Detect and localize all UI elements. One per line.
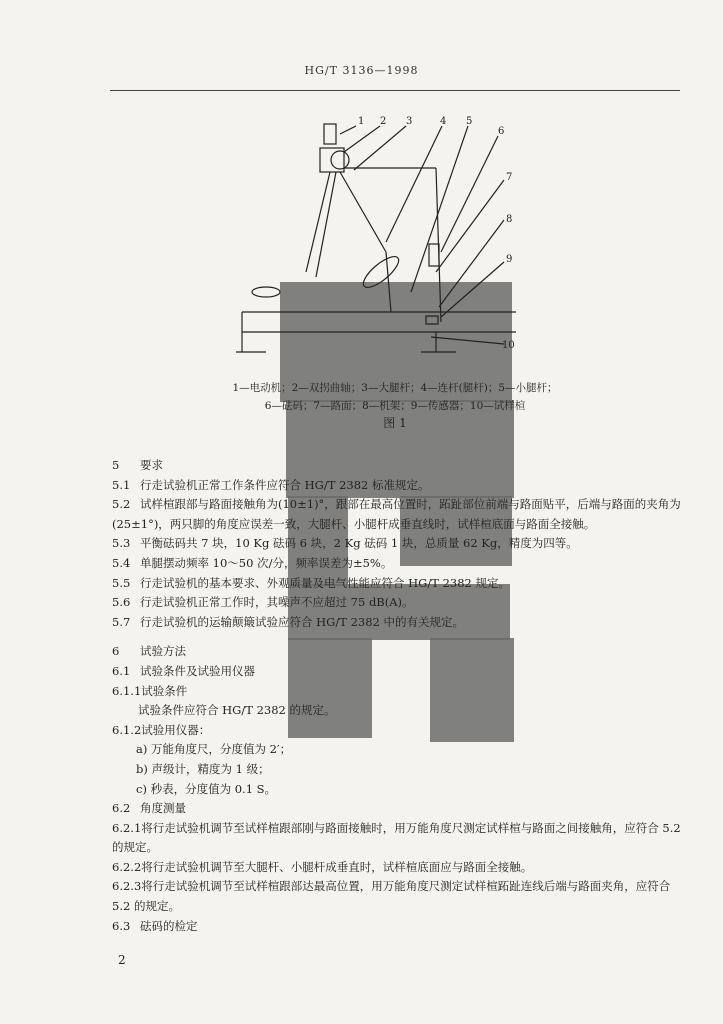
- part-label: 9: [506, 254, 513, 265]
- clause: 5.2 试样楦跟部与路面接触角为(10±1)°，跟部在最高位置时，跖趾部位前端与路面贴平，后端与路面的夹角为(25±1°)，两只脚的角度应误差一致，大腿杆、小腿杆成垂直线时，试样楦底面与路面全接触。: [112, 497, 681, 531]
- part-label: 8: [506, 214, 513, 225]
- section-heading: 6 试验方法: [112, 644, 186, 659]
- clause: 5.4 单腿摆动频率 10～50 次/分，频率误差为±5%。: [112, 555, 393, 570]
- section-heading: 5 要求: [112, 458, 163, 472]
- part-label: 4: [440, 116, 447, 127]
- part-label: 10: [502, 340, 515, 351]
- walking-tester-diagram: [236, 112, 526, 372]
- clause: 6.3 砝码的检定: [112, 918, 198, 933]
- figure-title: 图 1: [383, 416, 407, 430]
- header-rule: [110, 90, 680, 91]
- clause: 5.3 平衡砝码共 7 块，10 Kg 砝码 6 块，2 Kg 砝码 1 块，总质量 62 Kg，精度为四等。: [112, 536, 578, 551]
- standard-header: HG/T 3136—1998: [304, 64, 419, 77]
- clause: 6.1.2试验用仪器：: [112, 722, 211, 737]
- clause-body: 试验条件应符合 HG/T 2382 的规定。: [138, 703, 336, 718]
- clause: 5.7 行走试验机的运输颠簸试验应符合 HG/T 2382 中的有关规定。: [112, 614, 464, 629]
- clause: 5.6 行走试验机正常工作时，其噪声不应超过 75 dB(A)。: [112, 595, 414, 610]
- list-item: a) 万能角度尺，分度值为 2′；: [136, 742, 292, 757]
- figure-caption-line1: 1—电动机；2—双拐曲轴；3—大腿杆；4—连杆(腿杆)；5—小腿杆；: [232, 382, 558, 394]
- clause: 5.5 行走试验机的基本要求、外观质量及电气性能应符合 HG/T 2382 规定。: [112, 575, 510, 590]
- clause: 6.1.1试验条件: [112, 683, 188, 698]
- page-number: 2: [118, 953, 126, 967]
- part-label: 5: [466, 116, 473, 127]
- body-text: [112, 446, 687, 936]
- part-label: 2: [380, 116, 387, 127]
- part-label: 7: [506, 172, 513, 183]
- part-label: 1: [358, 116, 365, 127]
- figure-caption-line2: 6—砝码；7—路面；8—机架；9—传感器；10—试样楦: [264, 400, 526, 412]
- clause: 6.1 试验条件及试验用仪器: [112, 663, 255, 678]
- clause: 6.2.3将行走试验机调节至试样楦跟部达最高位置，用万能角度尺测定试样楦跖趾连线后端与路面夹角，应符合 5.2 的规定。: [112, 879, 671, 914]
- part-label: 6: [498, 126, 505, 137]
- list-item: c) 秒表，分度值为 0.1 S。: [136, 781, 277, 796]
- clause: 5.1 行走试验机正常工作条件应符合 HG/T 2382 标准规定。: [112, 477, 430, 492]
- list-item: b) 声级计，精度为 1 级；: [136, 761, 270, 776]
- part-label: 3: [406, 116, 413, 127]
- clause: 6.2 角度测量: [112, 801, 186, 816]
- clause: 6.2.2将行走试验机调节至大腿杆、小腿杆成垂直时，试样楦底面应与路面全接触。: [112, 859, 533, 874]
- clause: 6.2.1将行走试验机调节至试样楦跟部刚与路面接触时，用万能角度尺测定试样楦与路面之间接触角，应符合 5.2 的规定。: [112, 820, 681, 855]
